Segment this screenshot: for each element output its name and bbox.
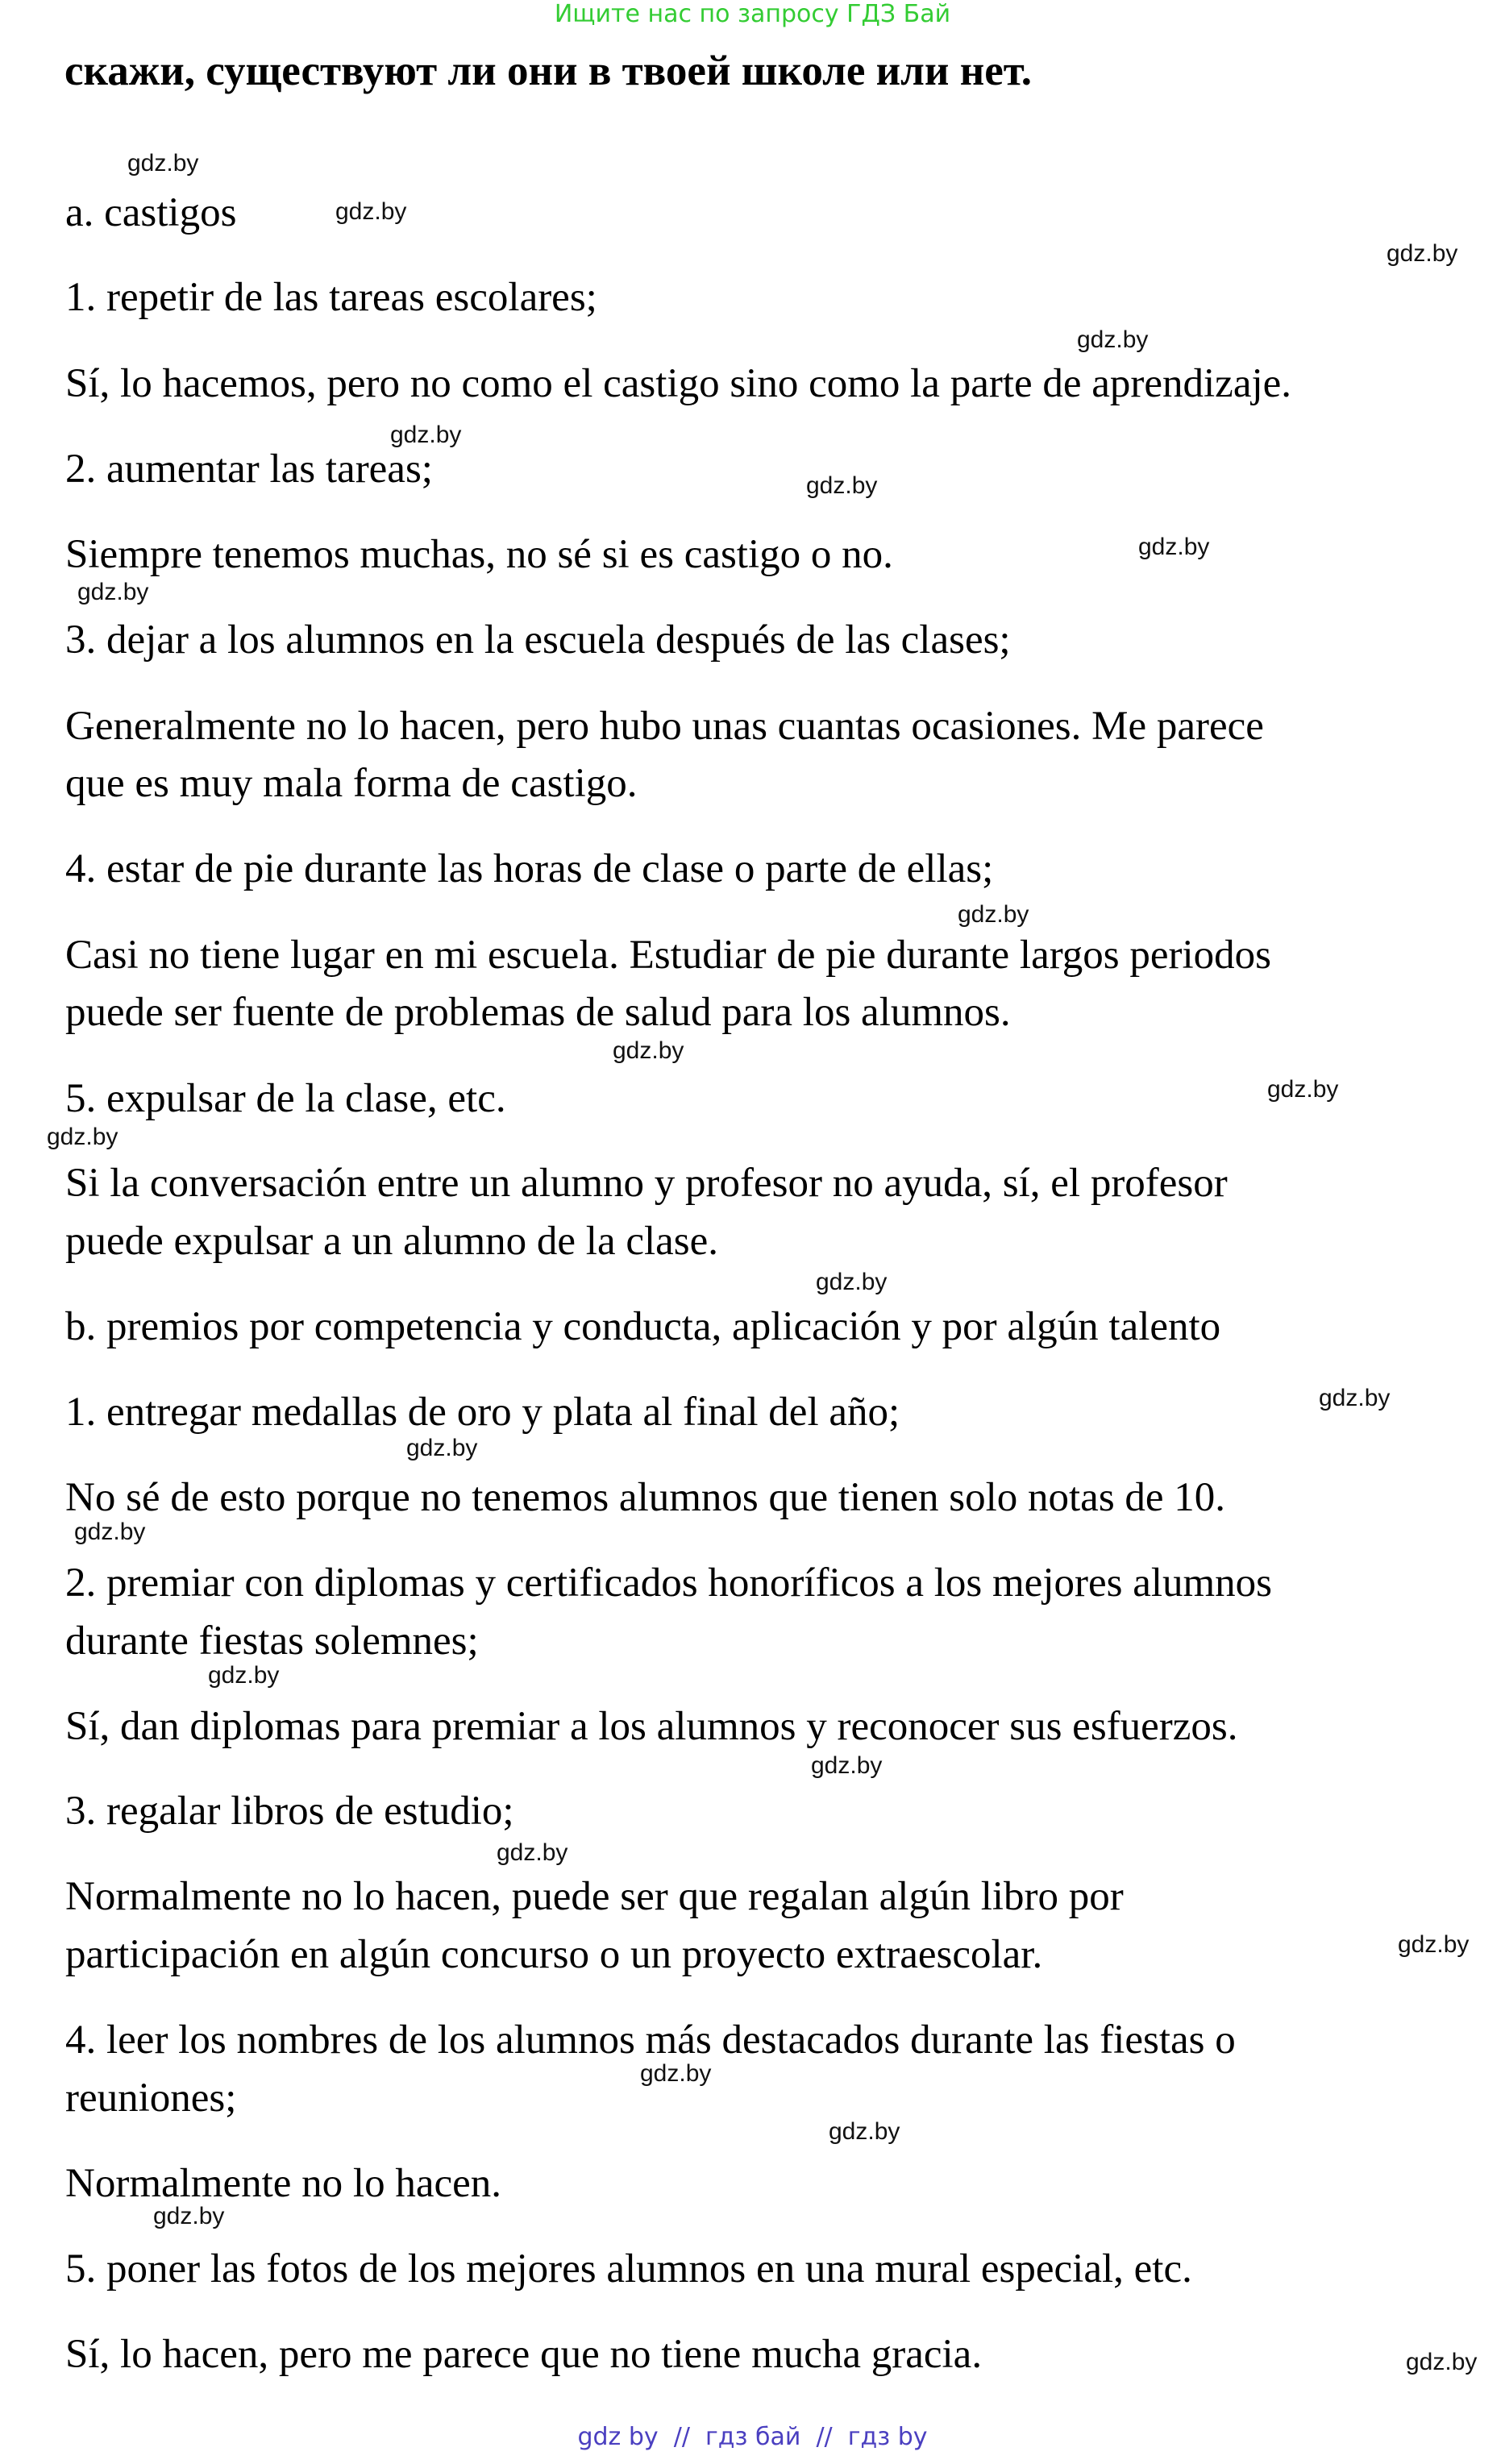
item-a3: 3. dejar a los alumnos en la escuela después de las clases; (65, 617, 1011, 663)
watermark: gdz.by (390, 422, 462, 448)
answer-a3-line1: Generalmente no lo hacen, pero hubo unas cuantas ocasiones. Me parece (65, 704, 1264, 749)
answer-a4-line2: puede ser fuente de problemas de salud para los alumnos. (65, 990, 1011, 1035)
answer-b3-line1: Normalmente no lo hacen, puede ser que regalan algún libro por (65, 1874, 1124, 1919)
watermark: gdz.by (335, 198, 407, 225)
watermark: gdz.by (1138, 534, 1210, 560)
item-b1: 1. entregar medallas de oro y plata al final del año; (65, 1390, 900, 1435)
watermark: gdz.by (806, 472, 878, 499)
item-a4: 4. estar de pie durante las horas de clase o parte de ellas; (65, 846, 994, 891)
watermark: gdz.by (47, 1124, 118, 1150)
answer-a3-line2: que es muy mala forma de castigo. (65, 761, 638, 806)
item-a2: 2. aumentar las tareas; (65, 447, 433, 492)
watermark: gdz.by (613, 1037, 684, 1064)
item-a1: 1. repetir de las tareas escolares; (65, 275, 597, 320)
answer-b2: Sí, dan diplomas para premiar a los alumnos y reconocer sus esfuerzos. (65, 1704, 1238, 1749)
watermark: gdz.by (1387, 240, 1458, 267)
answer-b1: No sé de esto porque no tenemos alumnos que tienen solo notas de 10. (65, 1475, 1226, 1520)
watermark: gdz.by (1319, 1385, 1391, 1411)
watermark: gdz.by (811, 1752, 883, 1779)
watermark: gdz.by (1267, 1076, 1339, 1103)
section-a-title: a. castigos (65, 190, 237, 235)
watermark: gdz.by (153, 2203, 225, 2229)
watermark: gdz.by (127, 150, 199, 177)
item-a5: 5. expulsar de la clase, etc. (65, 1076, 506, 1121)
answer-a1: Sí, lo hacemos, pero no como el castigo sino como la parte de aprendizaje. (65, 361, 1292, 406)
answer-a5-line2: puede expulsar a un alumno de la clase. (65, 1219, 719, 1264)
watermark: gdz.by (1398, 1931, 1470, 1958)
answer-a4-line1: Casi no tiene lugar en mi escuela. Estudiar de pie durante largos periodos (65, 933, 1272, 978)
item-b2-line1: 2. premiar con diplomas y certificados honoríficos a los mejores alumnos (65, 1560, 1273, 1606)
watermark: gdz.by (829, 2118, 900, 2145)
answer-b3-line2: participación en algún concurso o un proyecto extraescolar. (65, 1932, 1043, 1977)
answer-a5-line1: Si la conversación entre un alumno y profesor no ayuda, sí, el profesor (65, 1161, 1228, 1206)
section-b-title: b. premios por competencia y conducta, aplicación y por algún talento (65, 1304, 1221, 1349)
watermark: gdz.by (74, 1519, 146, 1545)
watermark: gdz.by (77, 579, 149, 605)
watermark: gdz.by (958, 901, 1029, 928)
watermark: gdz.by (497, 1839, 568, 1866)
watermark: gdz.by (208, 1662, 280, 1689)
item-b3: 3. regalar libros de estudio; (65, 1789, 514, 1834)
intro-heading: скажи, существуют ли они в твоей школе или нет. (64, 48, 1033, 94)
top-banner: Ищите нас по запросу ГДЗ Бай (554, 0, 951, 28)
item-b2-line2: durante fiestas solemnes; (65, 1618, 479, 1664)
answer-a2: Siempre tenemos muchas, no sé si es castigo o no. (65, 532, 893, 577)
watermark: gdz.by (406, 1435, 478, 1461)
item-b4-line1: 4. leer los nombres de los alumnos más destacados durante las fiestas o (65, 2017, 1236, 2063)
answer-b5: Sí, lo hacen, pero me parece que no tiene mucha gracia. (65, 2332, 983, 2377)
item-b4-line2: reuniones; (65, 2075, 237, 2121)
footer-links: gdz by // гдз бай // гдз by (577, 2423, 928, 2451)
watermark: gdz.by (1077, 326, 1149, 353)
answer-b4: Normalmente no lo hacen. (65, 2161, 501, 2206)
watermark: gdz.by (1406, 2349, 1478, 2375)
watermark: gdz.by (640, 2060, 712, 2087)
item-b5: 5. poner las fotos de los mejores alumnos en una mural especial, etc. (65, 2246, 1192, 2292)
watermark: gdz.by (816, 1269, 888, 1295)
